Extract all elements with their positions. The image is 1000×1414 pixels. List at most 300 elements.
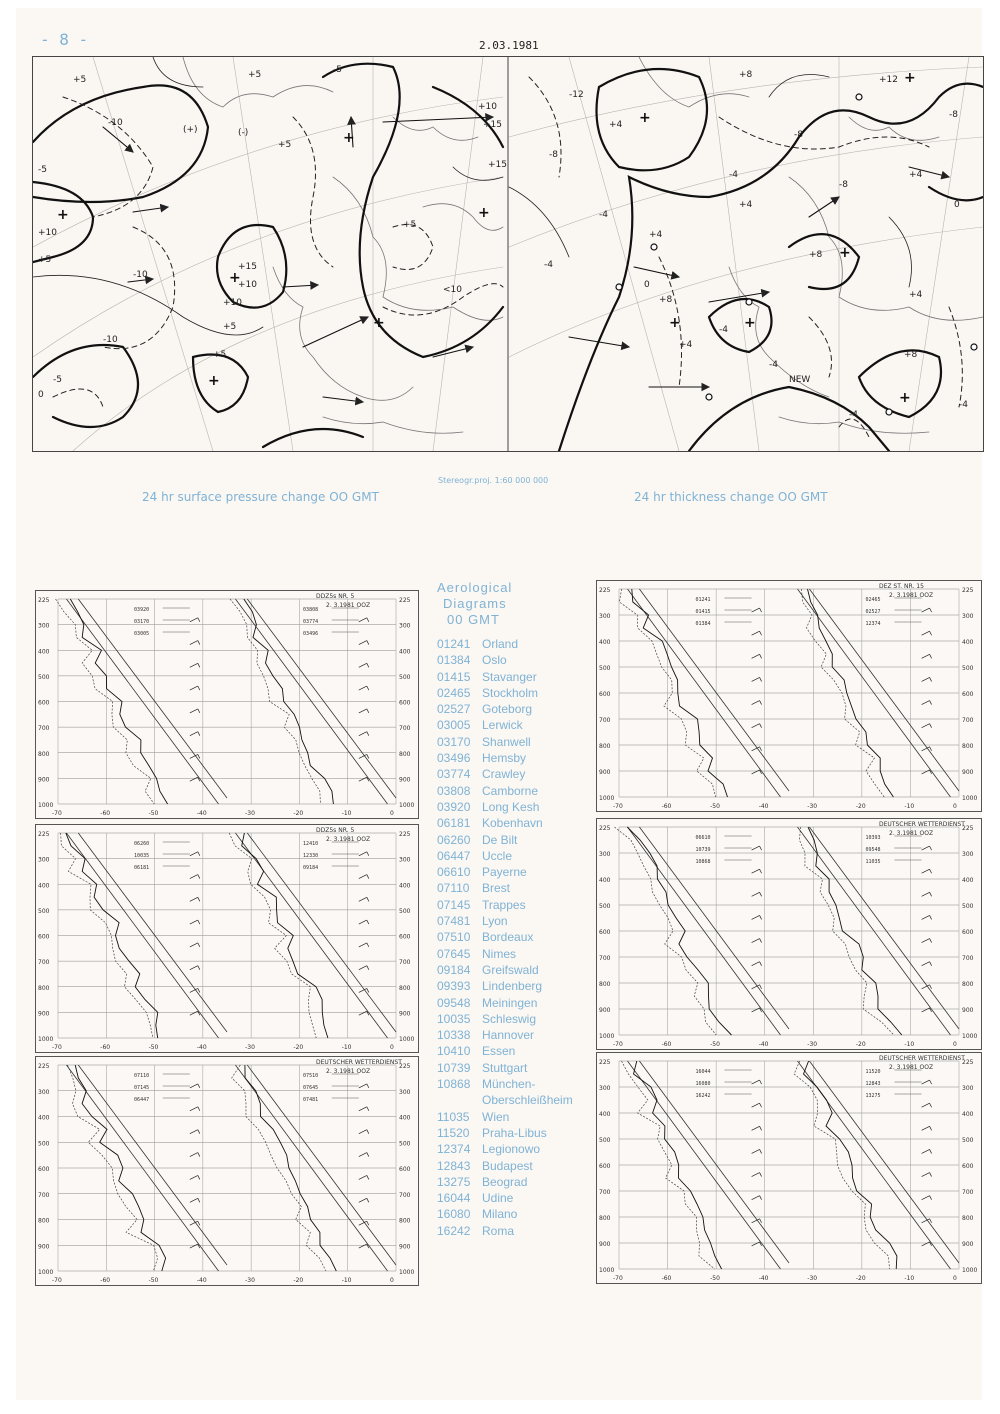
diagram-station-id: 10868 xyxy=(695,859,711,865)
svg-text:+: + xyxy=(229,270,241,286)
pressure-tick-left: 800 xyxy=(38,984,50,992)
wind-barb xyxy=(367,1221,369,1225)
centre-marks-left xyxy=(57,130,490,389)
map-label: +5 xyxy=(248,70,262,80)
pressure-tick-left: 1000 xyxy=(599,1033,615,1040)
diagram-station-id: 03774 xyxy=(303,619,319,625)
wind-barb xyxy=(930,654,932,658)
wind-barb xyxy=(367,1107,369,1111)
map-label: NEW xyxy=(789,375,811,385)
pressure-change-map xyxy=(33,57,507,451)
wind-barb xyxy=(922,724,930,728)
pressure-tick-right: 1000 xyxy=(962,1267,978,1274)
wind-barb xyxy=(198,732,200,736)
map-label: +10 xyxy=(223,298,242,308)
wind-barb xyxy=(930,608,932,612)
station-item xyxy=(437,1027,587,1043)
station-name: Schleswig xyxy=(482,1011,537,1026)
pressure-tick-left: 400 xyxy=(599,639,611,646)
wind-barb xyxy=(367,852,369,856)
pressure-tick-right: 400 xyxy=(399,648,411,656)
wind-barb xyxy=(930,939,932,943)
station-id: 16242 xyxy=(437,1223,471,1238)
station-name: Milano xyxy=(482,1207,518,1222)
pressure-tick-right: 600 xyxy=(962,691,974,698)
wind-barb xyxy=(752,654,760,658)
station-id: 01415 xyxy=(437,669,471,684)
wind-barb xyxy=(190,1084,198,1088)
wind-barb xyxy=(760,724,762,728)
pressure-tick-left: 900 xyxy=(599,1007,611,1014)
station-id: 11035 xyxy=(437,1109,470,1124)
wind-barb xyxy=(359,1084,367,1088)
wind-barb xyxy=(752,608,760,612)
skew-t-diagram xyxy=(36,825,418,1052)
station-id: 16080 xyxy=(437,1207,471,1222)
reference-line xyxy=(78,833,227,1032)
svg-text:+: + xyxy=(744,315,756,331)
station-list xyxy=(437,636,587,1239)
map-label: +5 xyxy=(213,350,227,360)
diagram-station-id: 01241 xyxy=(695,597,711,603)
svg-text:+: + xyxy=(373,315,385,331)
pressure-tick-left: 1000 xyxy=(38,1269,54,1276)
station-id: 03005 xyxy=(437,718,471,733)
temperature-tick: -40 xyxy=(758,1041,769,1048)
skew-t-diagram xyxy=(597,1053,981,1283)
wind-barb xyxy=(930,1149,932,1153)
temperature-tick: -70 xyxy=(52,1277,62,1284)
wind-barb xyxy=(190,1153,198,1157)
wind-barb xyxy=(367,966,369,970)
wind-barb xyxy=(760,939,762,943)
pressure-tick-left: 400 xyxy=(599,877,611,884)
diagram-station-id: 07110 xyxy=(134,1073,150,1079)
station-item xyxy=(437,962,587,978)
wind-barb xyxy=(190,663,198,667)
wind-barb xyxy=(359,618,367,622)
diagram-station-id: 16242 xyxy=(695,1093,711,1099)
diagram-date: 2. 3.1981 OOZ xyxy=(326,836,371,843)
station-item xyxy=(437,978,587,994)
temperature-tick: 0 xyxy=(953,1275,957,1282)
pressure-tick-left: 225 xyxy=(38,1063,50,1070)
temperature-tick: -60 xyxy=(100,810,111,817)
pressure-tick-left: 500 xyxy=(599,1137,611,1144)
wind-barb xyxy=(760,631,762,635)
station-id: 06181 xyxy=(437,816,471,831)
projection-note: Stereogr.proj. 1:60 000 000 xyxy=(438,476,549,485)
station-name: Hannover xyxy=(482,1028,535,1043)
pressure-tick-left: 225 xyxy=(599,587,611,594)
pressure-tick-right: 500 xyxy=(962,903,974,910)
wind-barb xyxy=(752,1149,760,1153)
station-name: Crawley xyxy=(482,767,526,782)
diagram-date: 2. 3.1981 OOZ xyxy=(889,1064,934,1071)
map-label: +10 xyxy=(478,102,497,112)
wind-barb xyxy=(922,608,930,612)
station-name: Meiningen xyxy=(482,995,538,1010)
diagram-station-id: 10035 xyxy=(134,853,150,859)
wind-barb xyxy=(930,1219,932,1223)
wind-barb xyxy=(922,962,930,966)
map-label: +8 xyxy=(659,295,673,305)
wind-barb xyxy=(190,686,198,690)
temperature-tick: -60 xyxy=(100,1277,111,1284)
wind-barb xyxy=(190,1011,198,1015)
diagram-date: 2. 3.1981 OOZ xyxy=(889,830,934,837)
diagram-station-id: 13275 xyxy=(865,1093,881,1099)
wind-barb xyxy=(367,920,369,924)
temperature-tick: -20 xyxy=(855,803,866,810)
station-item xyxy=(437,897,587,913)
wind-barb xyxy=(922,1196,930,1200)
temperature-tick: -30 xyxy=(807,1275,818,1282)
map-label: -8 xyxy=(949,110,958,120)
station-item xyxy=(437,799,587,815)
pressure-tick-right: 500 xyxy=(962,665,974,672)
wind-barb xyxy=(198,897,200,901)
station-id: 11520 xyxy=(437,1125,470,1140)
pressure-tick-right: 900 xyxy=(399,1010,411,1018)
pressure-tick-right: 900 xyxy=(962,769,974,776)
wind-barb xyxy=(190,920,198,924)
pressure-tick-left: 1000 xyxy=(599,1267,615,1274)
svg-text:+: + xyxy=(904,70,916,86)
pressure-tick-right: 700 xyxy=(962,955,974,962)
station-name: Stockholm xyxy=(482,685,539,700)
map-label: -4 xyxy=(769,360,778,370)
wind-barb xyxy=(367,732,369,736)
diagram-station-id: 06610 xyxy=(695,835,711,841)
wind-barb xyxy=(359,920,367,924)
pressure-tick-right: 800 xyxy=(962,1215,974,1222)
station-name: Goteborg xyxy=(482,702,533,717)
reference-line xyxy=(78,1065,227,1265)
temperature-tick: -30 xyxy=(245,1044,255,1051)
station-name: Nimes xyxy=(482,946,517,961)
wind-barb xyxy=(930,677,932,681)
pressure-tick-left: 300 xyxy=(38,622,50,630)
station-item xyxy=(437,1109,587,1125)
aerological-diagram-panel xyxy=(35,1056,419,1286)
wind-barb xyxy=(760,1149,762,1153)
coastlines-left xyxy=(183,57,503,433)
station-name: Wien xyxy=(482,1109,510,1124)
temperature-tick: -70 xyxy=(52,1044,62,1051)
map-label: (+) xyxy=(183,125,198,135)
wind-barb xyxy=(922,1080,930,1084)
wind-barb xyxy=(198,618,200,622)
station-item xyxy=(437,669,587,685)
diagram-station-id: 07481 xyxy=(303,1097,319,1103)
wind-barb xyxy=(752,939,760,943)
map-label: (-) xyxy=(238,128,249,138)
diagram-station-id: 03920 xyxy=(134,607,150,613)
pressure-tick-left: 225 xyxy=(599,825,611,832)
diagram-station-id: 01415 xyxy=(695,609,711,615)
station-item xyxy=(437,1223,587,1239)
temperature-tick: -20 xyxy=(293,810,304,817)
wind-barb xyxy=(359,663,367,667)
station-item xyxy=(437,652,587,668)
wind-barb xyxy=(190,1175,198,1179)
pressure-tick-left: 500 xyxy=(38,1140,50,1148)
pressure-tick-right: 800 xyxy=(962,743,974,750)
wind-barb xyxy=(190,966,198,970)
wind-barb xyxy=(922,654,930,658)
station-item xyxy=(437,995,587,1011)
temperature-tick: -40 xyxy=(758,1275,769,1282)
wind-barb xyxy=(367,988,369,992)
pressure-tick-left: 225 xyxy=(38,831,50,838)
coastlines-right xyxy=(639,57,983,433)
wind-barb xyxy=(922,1173,930,1177)
map-label: +4 xyxy=(739,200,753,210)
map-label: +5 xyxy=(278,140,292,150)
diagram-header: DEUTSCHER WETTERDIENST xyxy=(316,1059,402,1066)
map-label: 0 xyxy=(38,390,44,400)
wind-barb xyxy=(930,962,932,966)
pressure-tick-right: 225 xyxy=(962,825,974,832)
wind-barb xyxy=(752,1173,760,1177)
pressure-tick-right: 600 xyxy=(399,1166,411,1173)
pressure-tick-right: 600 xyxy=(962,929,974,936)
map-label: +10 xyxy=(38,228,57,238)
station-name: Essen xyxy=(482,1044,516,1059)
pressure-tick-right: 700 xyxy=(962,1189,974,1196)
wind-barb xyxy=(752,846,760,850)
station-id: 09184 xyxy=(437,962,471,977)
diagram-station-id: 02465 xyxy=(865,597,881,603)
pressure-tick-right: 500 xyxy=(399,1140,411,1148)
wind-barb xyxy=(922,1126,930,1130)
svg-text:+: + xyxy=(839,245,851,261)
station-id: 01241 xyxy=(437,637,471,651)
map-label: +8 xyxy=(904,350,918,360)
station-id: 03170 xyxy=(437,734,471,749)
diagram-station-id: 16044 xyxy=(695,1069,711,1075)
pressure-tick-left: 700 xyxy=(599,1189,611,1196)
wind-barb xyxy=(367,897,369,901)
pressure-tick-right: 900 xyxy=(399,1243,411,1251)
wind-barb xyxy=(922,869,930,873)
map-label: -4 xyxy=(849,410,858,420)
wind-barb xyxy=(190,732,198,736)
wind-barb xyxy=(190,1244,198,1248)
wind-barb xyxy=(930,915,932,919)
temperature-tick: -20 xyxy=(855,1275,866,1282)
pressure-tick-left: 800 xyxy=(599,1215,611,1222)
map-label: -8 xyxy=(549,150,558,160)
temperature-tick: -60 xyxy=(661,1275,672,1282)
wind-barb xyxy=(922,770,930,774)
diagram-station-id: 03005 xyxy=(134,631,150,637)
wind-barb xyxy=(752,1126,760,1130)
map-label: +4 xyxy=(909,290,923,300)
diagram-header: DDZ5s NR. 5 xyxy=(316,827,355,834)
isolines-dashed-right xyxy=(529,77,962,437)
diagram-station-id: 11520 xyxy=(865,1069,881,1075)
pressure-tick-left: 900 xyxy=(599,1241,611,1248)
wind-barb xyxy=(359,1198,367,1202)
wind-barb xyxy=(190,618,198,622)
wind-barb xyxy=(922,846,930,850)
wind-barb xyxy=(752,1103,760,1107)
temperature-tick: -70 xyxy=(613,1275,623,1282)
wind-barb xyxy=(930,846,932,850)
station-id: 06447 xyxy=(437,848,471,863)
thickness-change-map xyxy=(509,57,983,451)
wind-barb xyxy=(367,1130,369,1134)
aerological-station-list xyxy=(437,580,587,1239)
pressure-tick-left: 225 xyxy=(38,597,50,604)
station-id: 07145 xyxy=(437,897,471,912)
wind-barb xyxy=(760,747,762,751)
pressure-tick-right: 800 xyxy=(399,984,411,992)
skew-t-diagram xyxy=(36,591,418,818)
wind-barb xyxy=(359,943,367,947)
map-label: -4 xyxy=(544,260,553,270)
station-item xyxy=(437,815,587,831)
reference-line xyxy=(78,599,227,798)
temperature-tick: -10 xyxy=(341,1277,352,1284)
station-name: Trappes xyxy=(482,897,526,912)
pressure-tick-left: 1000 xyxy=(38,802,54,809)
pressure-tick-right: 500 xyxy=(399,673,411,681)
pressure-tick-left: 700 xyxy=(38,959,50,967)
skew-t-diagram xyxy=(597,819,981,1049)
wind-barb xyxy=(198,1130,200,1134)
temperature-tick: -30 xyxy=(807,1041,818,1048)
diagram-station-id: 06260 xyxy=(134,841,150,847)
wind-barb xyxy=(367,641,369,645)
temperature-tick: 0 xyxy=(953,803,957,810)
temperature-tick: -20 xyxy=(855,1041,866,1048)
pressure-tick-left: 900 xyxy=(38,1243,50,1251)
wind-barb xyxy=(930,701,932,705)
station-item xyxy=(437,832,587,848)
wind-barb xyxy=(930,1080,932,1084)
wind-barb xyxy=(198,1175,200,1179)
station-id: 01384 xyxy=(437,653,471,668)
wind-barb xyxy=(190,1198,198,1202)
wind-barb xyxy=(367,754,369,758)
wind-barb xyxy=(190,875,198,879)
station-name: Lindenberg xyxy=(482,979,543,994)
wind-barb xyxy=(359,1175,367,1179)
station-name: Roma xyxy=(482,1223,515,1238)
wind-barb xyxy=(367,875,369,879)
map-label: +5 xyxy=(223,322,237,332)
station-name: Camborne xyxy=(482,783,539,798)
station-item xyxy=(437,848,587,864)
pressure-tick-left: 700 xyxy=(38,725,50,733)
wind-barb xyxy=(760,1080,762,1084)
wind-barb xyxy=(752,724,760,728)
wind-barb xyxy=(760,654,762,658)
map-label: +10 xyxy=(238,280,257,290)
wind-barb xyxy=(367,1084,369,1088)
temperature-tick: -40 xyxy=(196,1277,207,1284)
station-id: 07481 xyxy=(437,914,471,929)
labels-left xyxy=(38,65,507,400)
svg-text:+: + xyxy=(639,110,651,126)
heading-line: Diagrams xyxy=(443,596,507,611)
aerological-heading xyxy=(437,580,587,628)
diagram-station-id: 03170 xyxy=(134,619,150,625)
wind-barb xyxy=(198,1153,200,1157)
station-item xyxy=(437,717,587,733)
wind-barb xyxy=(752,1196,760,1200)
wind-barb xyxy=(760,701,762,705)
station-id: 12374 xyxy=(437,1142,471,1157)
weather-maps-frame xyxy=(32,56,984,452)
temperature-tick: -50 xyxy=(148,1044,159,1051)
reference-line xyxy=(809,827,959,1029)
wind-barb xyxy=(930,892,932,896)
station-id: 07110 xyxy=(437,881,470,896)
wind-barb xyxy=(930,747,932,751)
pressure-tick-left: 600 xyxy=(38,1166,50,1173)
diagram-station-id: 03808 xyxy=(303,607,319,613)
wind-barb xyxy=(359,966,367,970)
diagram-station-id: 09548 xyxy=(865,847,881,853)
reference-line xyxy=(809,589,959,791)
diagram-station-id: 06447 xyxy=(134,1097,150,1103)
temperature-tick: -60 xyxy=(661,1041,672,1048)
pressure-tick-right: 300 xyxy=(399,622,411,630)
wind-barb xyxy=(198,1107,200,1111)
map-label: +15 xyxy=(483,120,502,130)
pressure-tick-left: 300 xyxy=(599,613,611,620)
station-item xyxy=(437,636,587,652)
station-name: Lyon xyxy=(482,914,508,929)
map-label: -4 xyxy=(599,210,608,220)
temperature-tick: -50 xyxy=(710,803,720,810)
pressure-tick-left: 500 xyxy=(599,903,611,910)
wind-barb xyxy=(190,897,198,901)
pressure-map-title: 24 hr surface pressure change OO GMT xyxy=(142,490,379,504)
pressure-tick-left: 400 xyxy=(38,1114,50,1122)
pressure-tick-left: 600 xyxy=(38,699,50,707)
station-name: Stavanger xyxy=(482,669,537,684)
station-id: 03774 xyxy=(437,767,471,782)
station-id: 07510 xyxy=(437,930,471,945)
station-item xyxy=(437,1158,587,1174)
diagram-station-id: 10739 xyxy=(695,847,711,853)
pressure-tick-left: 400 xyxy=(38,648,50,656)
svg-text:+: + xyxy=(343,130,355,146)
wind-barb xyxy=(752,631,760,635)
wind-barb xyxy=(760,1196,762,1200)
pressure-tick-right: 225 xyxy=(399,597,411,604)
isolines-thin-left xyxy=(33,57,503,335)
wind-barb xyxy=(760,985,762,989)
station-name: Bordeaux xyxy=(482,930,534,945)
aerological-diagram-panel xyxy=(596,580,982,812)
pressure-tick-right: 400 xyxy=(399,882,411,890)
temperature-tick: 0 xyxy=(390,1044,394,1051)
wind-barb xyxy=(752,962,760,966)
station-item xyxy=(437,1190,587,1206)
pressure-tick-left: 300 xyxy=(38,856,50,864)
wind-barb xyxy=(359,641,367,645)
map-label: +4 xyxy=(909,170,923,180)
wind-barb xyxy=(359,1011,367,1015)
station-item xyxy=(437,685,587,701)
temperature-tick: -60 xyxy=(661,803,672,810)
